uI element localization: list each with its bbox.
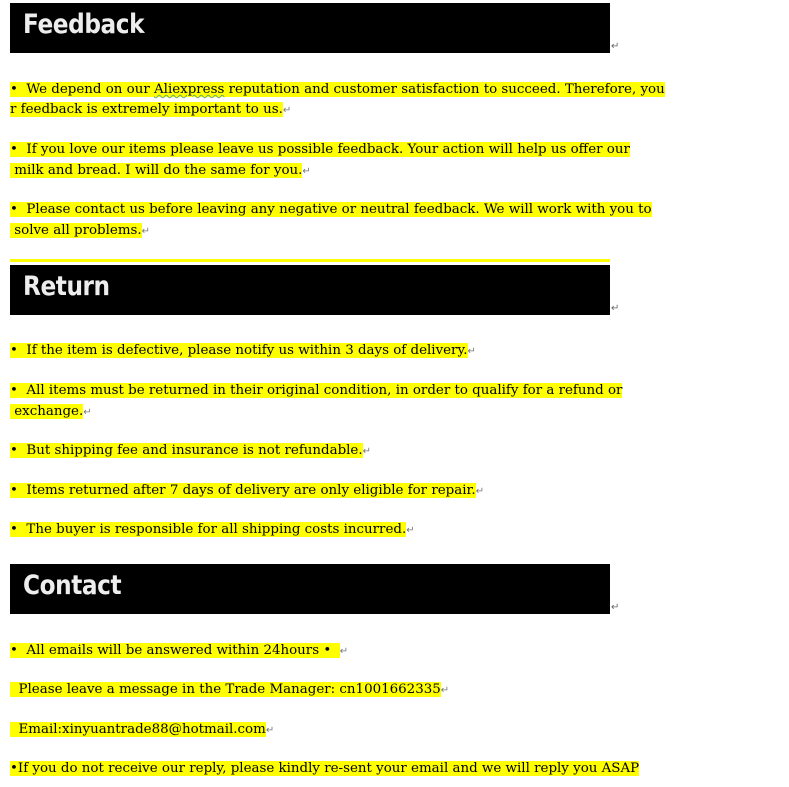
paragraph-mark: ↵ (611, 41, 620, 52)
contact-line-3 (10, 720, 274, 739)
return-line-4 (10, 441, 371, 460)
paragraph-mark: ↵ (611, 602, 620, 613)
return-line-5 (10, 481, 484, 500)
aliexpress-text: Aliexpress (154, 82, 225, 97)
contact-line-2 (10, 680, 449, 699)
return-line-2 (10, 381, 622, 400)
return-line-1 (10, 341, 476, 360)
feedback-text: milk and bread. I will do the same for you. (10, 163, 303, 178)
return-line-3 (10, 402, 92, 421)
feedback-text: reputation and customer satisfaction to succeed. Therefore, you (224, 82, 665, 97)
contact-heading: Contact (23, 570, 122, 601)
paragraph-mark: ↵ (362, 446, 372, 457)
feedback-text: r feedback is extremely important to us. (10, 102, 283, 117)
return-heading: Return (23, 271, 110, 302)
return-text: • If the item is defective, please notify us within 3 days of delivery. (10, 343, 468, 358)
return-text: exchange. (10, 404, 84, 419)
feedback-text: • Please contact us before leaving any negative or neutral feedback. We will work with you to (10, 202, 652, 217)
paragraph-mark: ↵ (406, 525, 415, 536)
return-text: • Items returned after 7 days of delivery are only eligible for repair. (10, 483, 476, 498)
paragraph-mark: ↵ (141, 226, 151, 237)
email-text: Email:xinyuantrade88@hotmail.com (10, 722, 266, 737)
paragraph-mark: ↵ (83, 407, 92, 418)
feedback-text: solve all problems. (10, 223, 142, 238)
feedback-line-3 (10, 140, 630, 159)
contact-text: •If you do not receive our reply, please kindly re-sent your email and we will reply you ASAP (10, 761, 640, 776)
contact-text: • All emails will be answered within 24hours • (10, 643, 340, 658)
paragraph-mark: ↵ (440, 685, 450, 696)
feedback-line-4 (10, 161, 311, 180)
feedback-line-5 (10, 200, 652, 219)
feedback-line-1 (10, 80, 665, 99)
return-line-6 (10, 520, 415, 539)
return-text: • All items must be returned in their original condition, in order to qualify for a refund or (10, 383, 623, 398)
paragraph-mark: ↵ (302, 166, 311, 177)
feedback-line-2 (10, 100, 291, 119)
return-header-bar (10, 265, 610, 315)
contact-line-4 (10, 759, 639, 778)
paragraph-mark: ↵ (475, 486, 485, 497)
feedback-line-6 (10, 221, 150, 240)
yellow-divider (10, 259, 610, 262)
feedback-header-bar (10, 3, 610, 53)
paragraph-mark: ↵ (467, 346, 476, 357)
paragraph-mark: ↵ (282, 105, 292, 116)
paragraph-mark: ↵ (265, 725, 275, 736)
contact-line-1 (10, 641, 348, 660)
return-text: • But shipping fee and insurance is not refundable. (10, 443, 363, 458)
feedback-text: • If you love our items please leave us possible feedback. Your action will help us offer our (10, 142, 630, 157)
contact-header-bar (10, 564, 610, 614)
paragraph-mark: ↵ (611, 303, 620, 314)
feedback-text: • We depend on our (10, 82, 154, 97)
trade-manager-text: Please leave a message in the Trade Manager: cn1001662335 (10, 682, 441, 697)
feedback-heading: Feedback (23, 9, 145, 40)
paragraph-mark: ↵ (339, 646, 349, 657)
return-text: • The buyer is responsible for all shipping costs incurred. (10, 522, 407, 537)
